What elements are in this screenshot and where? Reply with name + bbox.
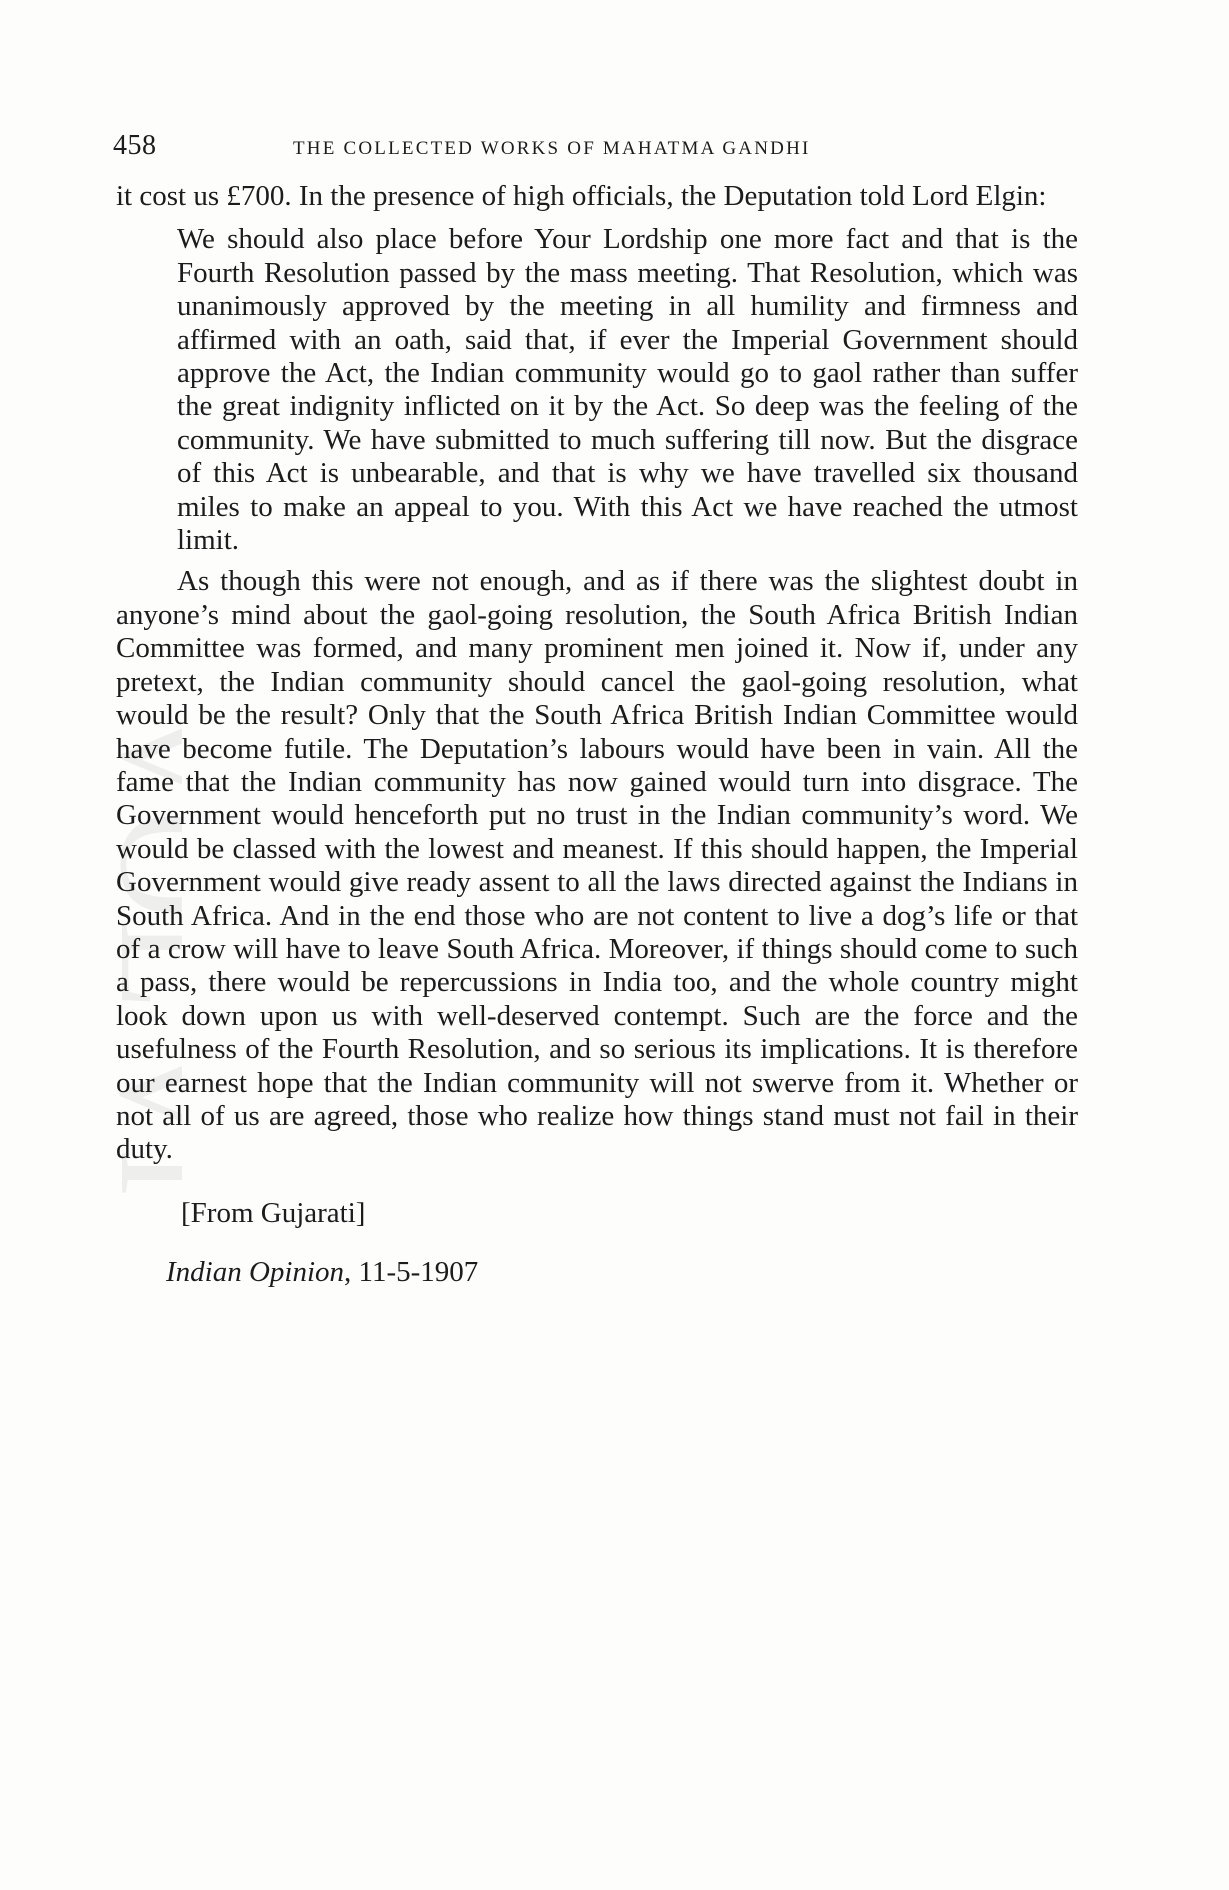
block-quote: We should also place before Your Lordship one more fact and that is the Fourth Resolution passed by the mass meeting. That Resolution, which was unanimously approved by the meeting in all humility and firmness and affirmed with an oath, said that, if ever the Imperial Government should approve the Act, the Indian community would go to gaol rather than suffer the great indignity inflicted on it by the Act. So deep was the feeling of the community. We have submitted to much suffering till now. But the disgrace of this Act is unbearable, and that is why we have travelled six thousand miles to make an appeal to you. With this Act we have reached the utmost limit. [177, 223, 1078, 557]
page-header [113, 130, 1083, 170]
publication-title: Indian Opinion [166, 1255, 345, 1288]
source-note: [From Gujarati] [181, 1196, 366, 1229]
page-body [116, 180, 1078, 1289]
running-head: THE COLLECTED WORKS OF MAHATMA GANDHI [293, 138, 811, 159]
opening-paragraph: it cost us £700. In the presence of high officials, the Deputation told Lord Elgin: [116, 180, 1047, 212]
citation [166, 1256, 1078, 1289]
publication-date: , 11-5-1907 [344, 1255, 479, 1288]
main-paragraph: As though this were not enough, and as if there was the slightest doubt in anyone’s mind about the gaol-going resolution, the South Africa British Indian Committee was formed, and many prominent men joined it. Now if, under any pretext, the Indian community should cancel the gaol-going resolution, what would be the result? Only that the South Africa British Indian Committee would have become futile. The Deputation’s labours would have been in vain. All the fame that the Indian community has now gained would turn into disgrace. The Government would henceforth put no trust in the Indian community’s word. We would be classed with the lowest and meanest. If this should happen, the Imperial Government would give ready assent to all the laws directed against the Indians in South Africa. And in the end those who are not content to live a dog’s life or that of a crow will have to leave South Africa. Moreover, if things should come to such a pass, there would be repercussions in India too, and the whole country might look down upon us with well-deserved contempt. Such are the force and the usefulness of the Fourth Resolution, and so serious its implications. It is therefore our earnest hope that the Indian community will not swerve from it. Whether or not all of us are agreed, those who realize how things stand must not fail in their duty. [116, 565, 1078, 1166]
page-number: 458 [113, 130, 157, 161]
watermark-text: VOL VI [89, 702, 182, 1198]
